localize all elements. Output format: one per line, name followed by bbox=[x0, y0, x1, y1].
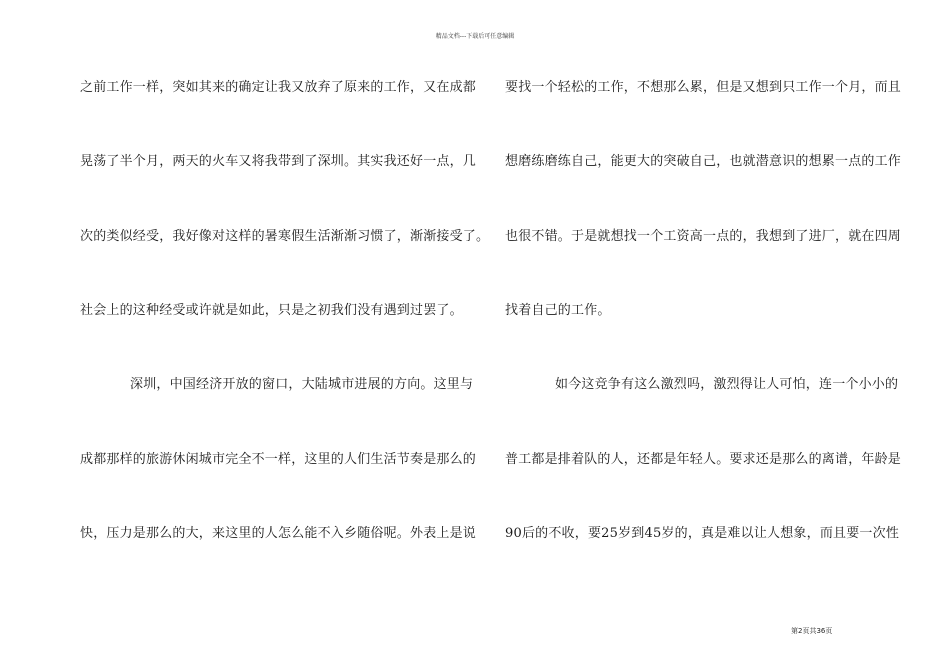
text-line-indented: 如今这竞争有这么激烈吗，激烈得让人可怕，连一个小小的 bbox=[555, 377, 899, 392]
page-number: 第2页共36页 bbox=[791, 627, 833, 635]
text-line: 也很不错。于是就想找一个工资高一点的，我想到了进厂，就在四周 bbox=[505, 229, 902, 244]
text-line: 要找一个轻松的工作，不想那么累，但是又想到只工作一个月，而且 bbox=[505, 80, 902, 95]
text-line: 普工都是排着队的人，还都是年轻人。要求还是那么的离谱，年龄是 bbox=[505, 452, 902, 467]
text-line: 找着自己的工作。 bbox=[505, 303, 611, 318]
text-line: 快，压力是那么的大，来这里的人怎么能不入乡随俗呢。外表上是说 bbox=[80, 526, 477, 541]
text-line: 晃荡了半个月，两天的火车又将我带到了深圳。其实我还好一点，几 bbox=[80, 154, 477, 169]
text-line: 社会上的这种经受或许就是如此，只是之初我们没有遇到过罢了。 bbox=[80, 303, 463, 318]
text-line: 90后的不收，要25岁到45岁的，真是难以让人想象，而且要一次性 bbox=[505, 526, 900, 541]
text-line-indented: 深圳，中国经济开放的窗口，大陆城市进展的方向。这里与 bbox=[130, 377, 474, 392]
text-line: 次的类似经受，我好像对这样的暑寒假生活渐渐习惯了，渐渐接受了。 bbox=[80, 229, 490, 244]
text-line: 之前工作一样，突如其来的确定让我又放弃了原来的工作，又在成都 bbox=[80, 80, 477, 95]
text-line: 成都那样的旅游休闲城市完全不一样，这里的人们生活节奏是那么的 bbox=[80, 452, 477, 467]
page-header: 精品文档---下载后可任意编辑 bbox=[435, 33, 515, 40]
text-line: 想磨练磨练自己，能更大的突破自己，也就潜意识的想累一点的工作 bbox=[505, 154, 902, 169]
